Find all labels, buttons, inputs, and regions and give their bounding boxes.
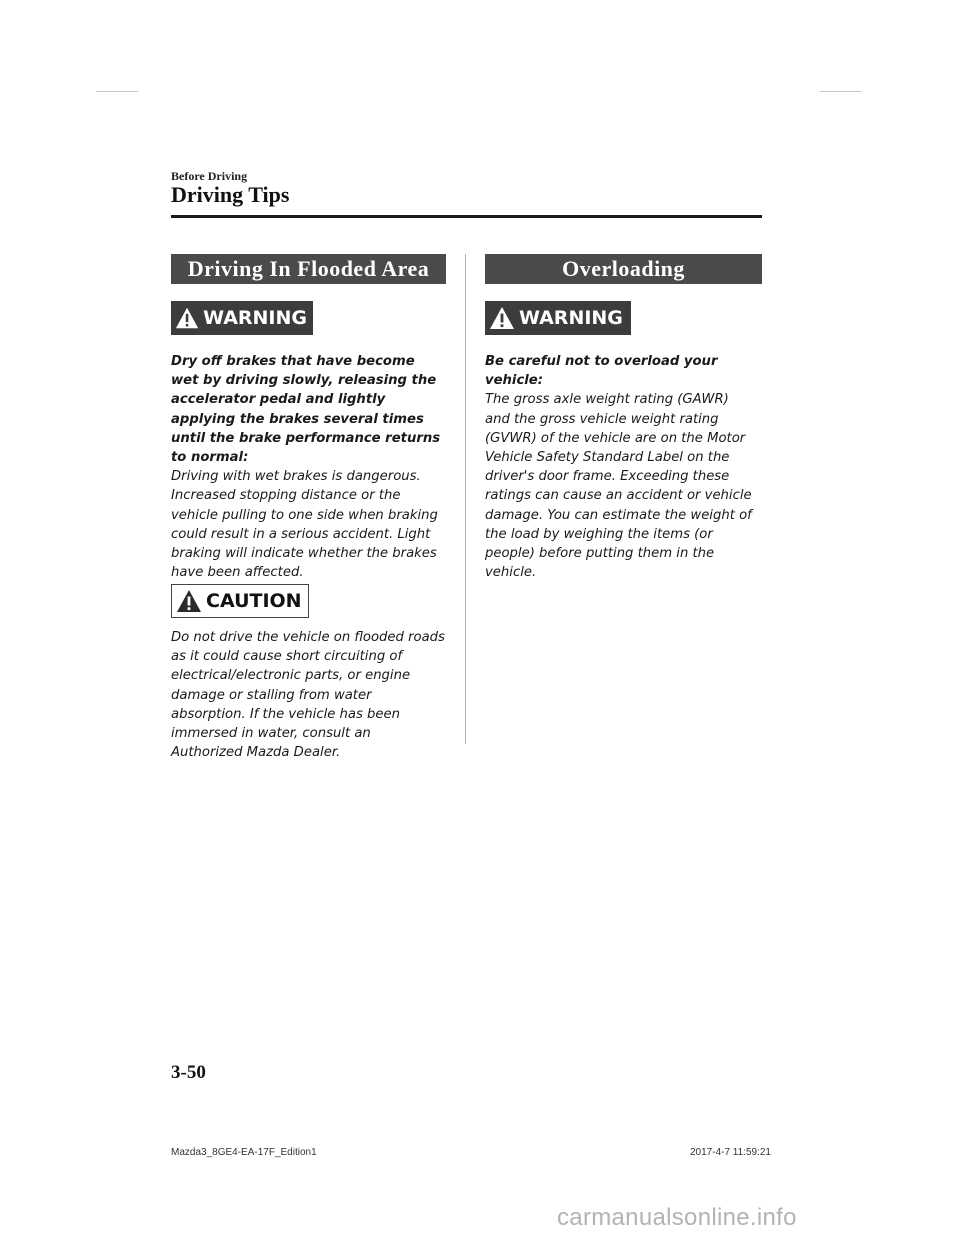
caution-badge [171,584,309,618]
page-number: 3-50 [171,1062,206,1083]
flooded-warning-text [171,352,443,582]
flooded-caution-body: Do not drive the vehicle on flooded roads as it could cause short circuiting of electrical/electronic parts, or engine damage or stalling from water absorption. If the vehicle has been immersed in water, consult an Authorized Mazda Dealer. [171,630,445,761]
flooded-caution-text [171,628,446,762]
watermark: carmanualsonline.info [557,1204,797,1231]
caution-label: CAUTION [206,590,302,612]
warning-badge-left [171,301,313,335]
overloading-heading: Overloading [485,254,762,284]
column-divider [465,254,466,744]
overloading-warning-bold: Be careful not to overload your vehicle: [485,354,718,389]
caution-triangle-icon [176,589,202,613]
warning-badge-right [485,301,631,335]
heading-rule [171,215,762,218]
section-label: Before Driving [171,169,248,183]
warning-label: WARNING [519,307,623,329]
warning-triangle-icon [489,306,515,330]
edition-label: Mazda3_8GE4-EA-17F_Edition1 [171,1147,317,1158]
flooded-warning-body: Driving with wet brakes is dangerous. Increased stopping distance or the vehicle pulling to one side when braking could result in a serious accident. Light braking will indicate whether the brakes have been affected. [171,469,438,581]
overloading-warning-text [485,352,757,582]
flooded-area-heading: Driving In Flooded Area [171,254,446,284]
crop-mark-right [820,91,862,92]
page-title: Driving Tips [171,182,290,207]
warning-label: WARNING [203,307,307,329]
crop-mark-left [96,91,138,92]
warning-triangle-icon [175,306,199,330]
flooded-warning-bold: Dry off brakes that have become wet by driving slowly, releasing the accelerator pedal and lightly applying the brakes several times until the brake performance returns to normal: [171,354,441,466]
overloading-warning-body: The gross axle weight rating (GAWR) and the gross vehicle weight rating (GVWR) of the vehicle are on the Motor Vehicle Safety Standard Label on the driver's door frame. Exceeding these ratings can cause an accident or vehicle damage. You can estimate the weight of the load by weighing the items (or people) before putting them in the vehicle. [485,392,752,581]
print-timestamp: 2017-4-7 11:59:21 [690,1147,771,1158]
